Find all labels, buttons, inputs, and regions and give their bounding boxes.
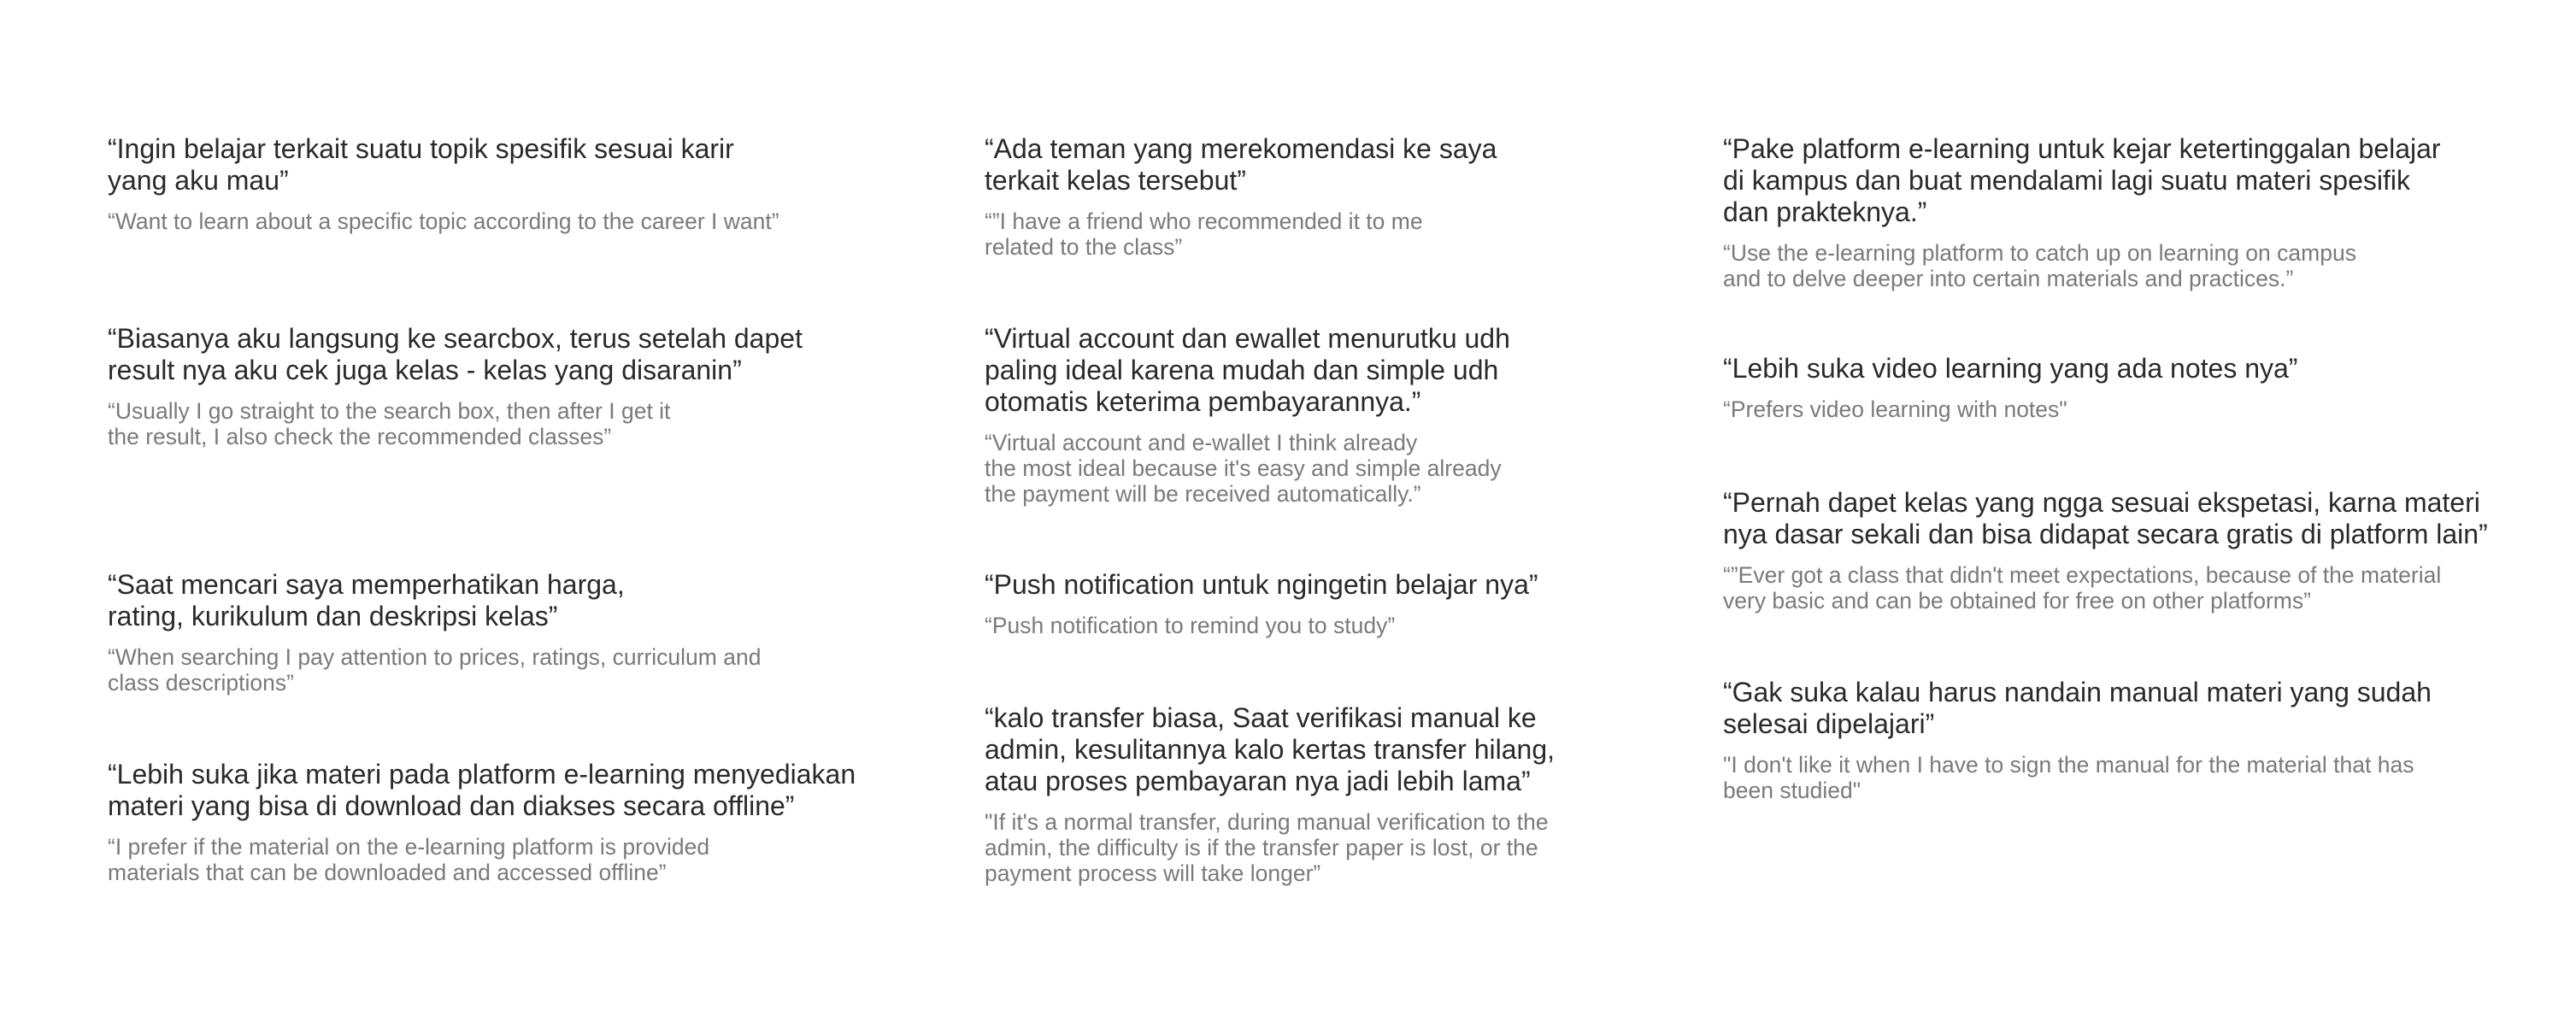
quote-english: “Prefers video learning with notes": [1723, 396, 2067, 422]
quote-card: [985, 702, 1555, 886]
quote-indonesian: “Lebih suka jika materi pada platform e-learning menyediakan materi yang bisa di download dan diakses secara offline”: [108, 759, 856, 821]
quote-english: "If it's a normal transfer, during manual verification to the admin, the difficulty is if the transfer paper is lost, or the payment process will take longer”: [985, 809, 1549, 886]
quote-english: “When searching I pay attention to prices, ratings, curriculum and class descriptions”: [108, 644, 762, 696]
quote-indonesian: “Lebih suka video learning yang ada notes nya”: [1723, 353, 2298, 384]
quote-card: [1723, 487, 2488, 614]
quote-indonesian: “Ingin belajar terkait suatu topik spesifik sesuai karir yang aku mau”: [108, 133, 734, 196]
quote-indonesian: “Biasanya aku langsung ke searcbox, terus setelah dapet result nya aku cek juga kelas - kelas yang disaranin”: [108, 323, 803, 385]
quote-english: “Use the e-learning platform to catch up on learning on campus and to delve deeper into certain materials and practices.”: [1723, 240, 2356, 291]
quote-english: “Push notification to remind you to study”: [985, 613, 1396, 638]
quote-card: [1723, 133, 2441, 291]
quote-indonesian: “Pake platform e-learning untuk kejar ketertinggalan belajar di kampus dan buat mendalami lagi suatu materi spesifik dan prakteknya.”: [1723, 133, 2441, 227]
quote-english: “”Ever got a class that didn't meet expectations, because of the material very basic and can be obtained for free on other platforms”: [1723, 562, 2442, 614]
quote-indonesian: “Virtual account dan ewallet menurutku udh paling ideal karena mudah dan simple udh otomatis keterima pembayarannya.”: [985, 323, 1510, 417]
quote-indonesian: “Ada teman yang merekomendasi ke saya terkait kelas tersebut”: [985, 133, 1497, 196]
quote-english: “”I have a friend who recommended it to me related to the class”: [985, 208, 1423, 260]
quote-english: “Usually I go straight to the search box, then after I get it the result, I also check the recommended classes”: [108, 398, 671, 449]
quote-card: [108, 133, 779, 234]
quote-card: [985, 323, 1510, 507]
quote-indonesian: “Pernah dapet kelas yang ngga sesuai ekspetasi, karna materi nya dasar sekali dan bisa didapat secara gratis di platform lain”: [1723, 487, 2488, 549]
quote-english: “Want to learn about a specific topic according to the career I want”: [108, 208, 779, 234]
quote-card: [985, 569, 1538, 638]
quote-card: [108, 759, 856, 885]
quote-card: [985, 133, 1497, 260]
quote-indonesian: “Push notification untuk ngingetin belajar nya”: [985, 569, 1538, 600]
quote-english: “Virtual account and e-wallet I think already the most ideal because it's easy and simple already the payment will be received automatically.”: [985, 430, 1502, 507]
quote-card: [1723, 353, 2297, 422]
quote-card: [1723, 677, 2432, 803]
quote-indonesian: “kalo transfer biasa, Saat verifikasi manual ke admin, kesulitannya kalo kertas transfer hilang, atau proses pembayaran nya jadi lebih lama”: [985, 702, 1556, 796]
quote-indonesian: “Gak suka kalau harus nandain manual materi yang sudah selesai dipelajari”: [1723, 677, 2432, 739]
quote-card: [108, 323, 803, 449]
quote-card: [108, 569, 761, 696]
quote-english: "I don't like it when I have to sign the manual for the material that has been studied": [1723, 752, 2414, 803]
quote-english: “I prefer if the material on the e-learning platform is provided materials that can be downloaded and accessed offline”: [108, 834, 710, 885]
quote-indonesian: “Saat mencari saya memperhatikan harga, rating, kurikulum dan deskripsi kelas”: [108, 569, 625, 631]
